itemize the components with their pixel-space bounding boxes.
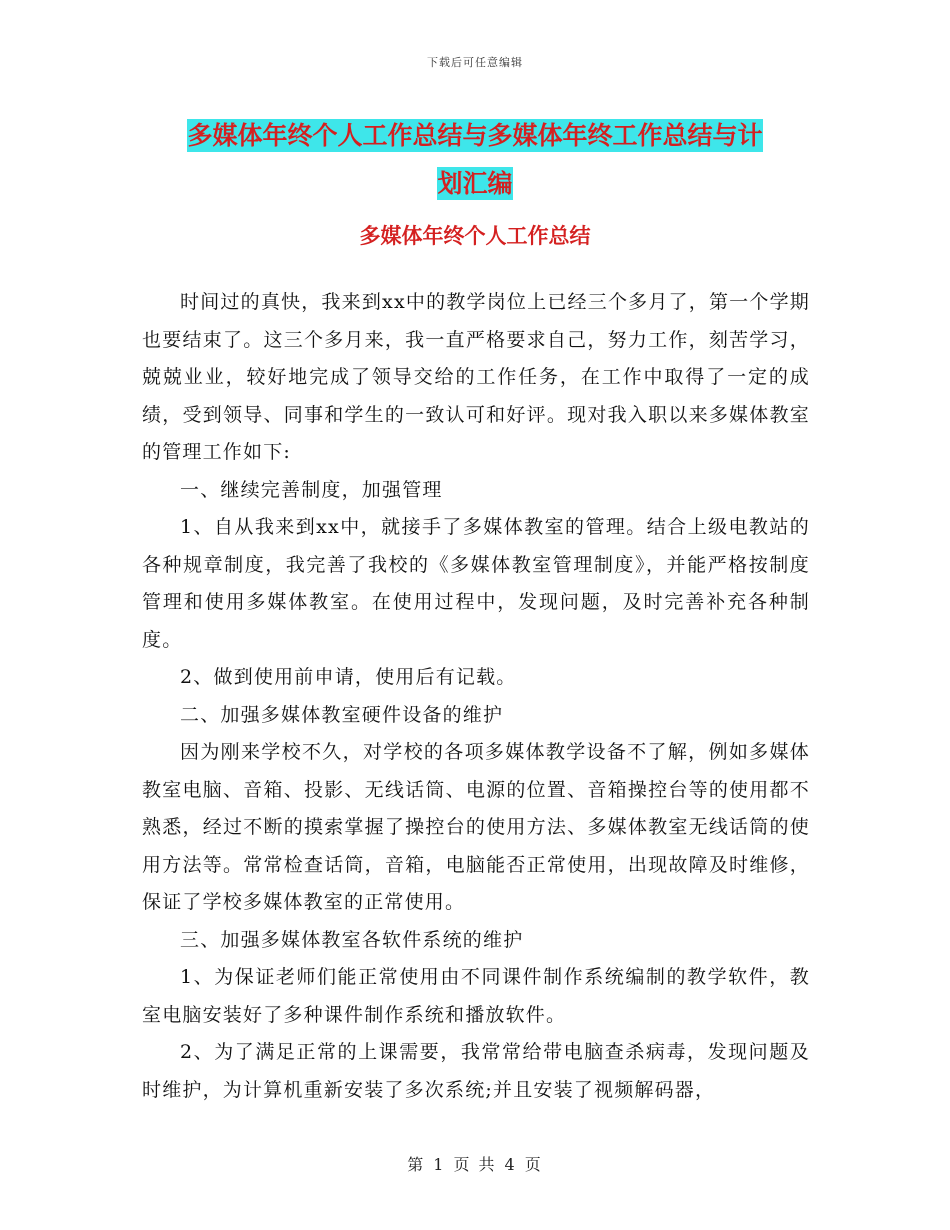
paragraph: 时间过的真快，我来到xx中的教学岗位上已经三个多月了，第一个学期也要结束了。这三个多月来，我一直严格要求自己，努力工作，刻苦学习，兢兢业业，较好地完成了领导交给的工作任务，在工作中取得了一定的成绩，受到领导、同事和学生的一致认可和好评。现对我入职以来多媒体教室的管理工作如下: [142, 291, 810, 463]
paragraph: 2、为了满足正常的上课需要，我常常给带电脑查杀病毒，发现问题及时维护，为计算机重新安装了多次系统;并且安装了视频解码器， [142, 1041, 810, 1101]
section-title: 多媒体年终个人工作总结 [359, 224, 591, 248]
title-line-2: 划汇编 [437, 169, 513, 198]
document-title [120, 112, 830, 208]
paragraph: 1、自从我来到xx中，就接手了多媒体教室的管理。结合上级电教站的各种规章制度，我完善了我校的《多媒体教室管理制度》，并能严格按制度管理和使用多媒体教室。在使用过程中，发现问题，及时完善补充各种制度。 [142, 516, 810, 651]
paragraph: 因为刚来学校不久，对学校的各项多媒体教学设备不了解，例如多媒体教室电脑、音箱、投影、无线话筒、电源的位置、音箱操控台等的使用都不熟悉，经过不断的摸索掌握了操控台的使用方法、多媒体教室无线话筒的使用方法等。常常检查话筒，音箱，电脑能否正常使用，出现故障及时维修，保证了学校多媒体教室的正常使用。 [142, 741, 810, 913]
body-text [142, 284, 810, 1109]
footer-page-number: 1 [433, 1155, 446, 1174]
paragraph: 1、为保证老师们能正常使用由不同课件制作系统编制的教学软件，教室电脑安装好了多种课件制作系统和播放软件。 [142, 966, 810, 1026]
footer-suffix: 页 [524, 1155, 543, 1174]
footer-total-pages: 4 [504, 1155, 517, 1174]
header-note: 下载后可任意编辑 [427, 56, 523, 69]
footer-middle: 页 共 [453, 1155, 497, 1174]
paragraph: 一、继续完善制度，加强管理 [180, 478, 443, 501]
page-footer [0, 1152, 950, 1175]
footer-prefix: 第 [407, 1155, 426, 1174]
title-line-1: 多媒体年终个人工作总结与多媒体年终工作总结与计 [187, 121, 763, 150]
paragraph: 三、加强多媒体教室各软件系统的维护 [180, 928, 524, 951]
paragraph: 2、做到使用前申请，使用后有记载。 [180, 666, 517, 688]
paragraph: 二、加强多媒体教室硬件设备的维护 [180, 703, 504, 726]
